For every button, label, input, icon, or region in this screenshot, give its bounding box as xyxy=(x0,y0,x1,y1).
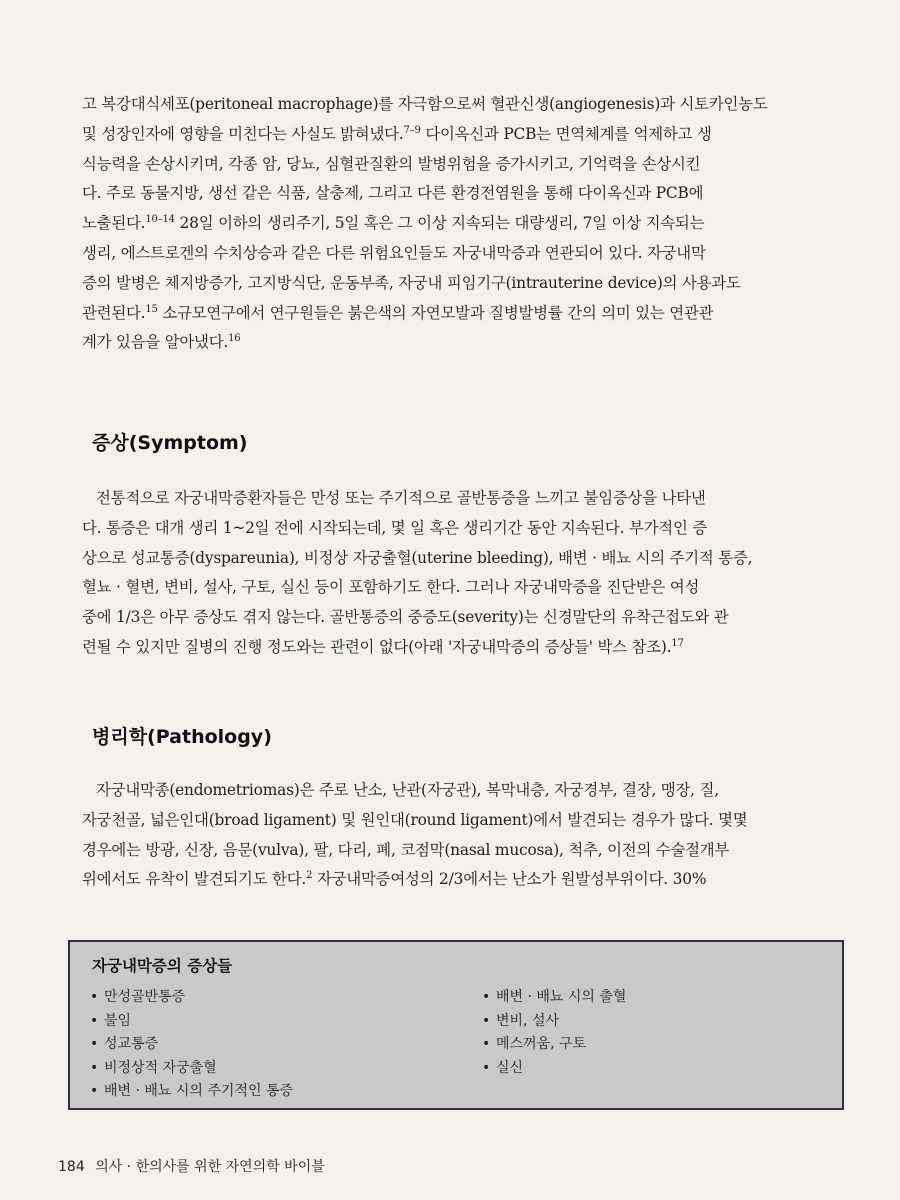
citation-superscript: 17 xyxy=(671,637,684,649)
citation-superscript: 2 xyxy=(306,870,313,882)
text-line: 혈뇨 · 혈변, 변비, 설사, 구토, 실신 등이 포함하기도 한다. 그러나 자궁내막증을 진단받은 여성 xyxy=(82,578,700,597)
list-item: • 비정상적 자궁출혈 xyxy=(90,1057,293,1081)
list-item: • 만성골반통증 xyxy=(90,986,293,1010)
bullet-icon: • xyxy=(482,1012,491,1029)
section-heading-pathology: 병리학(Pathology) xyxy=(92,726,272,748)
paragraph-pathology xyxy=(82,776,860,895)
box-title: 자궁내막증의 증상들 xyxy=(92,957,233,975)
citation-superscript: 7–9 xyxy=(403,124,421,136)
list-item: • 배변 · 배뇨 시의 출혈 xyxy=(482,986,626,1010)
list-item: • 변비, 설사 xyxy=(482,1010,626,1034)
text-line: 식능력을 손상시키며, 각종 암, 당뇨, 심혈관질환의 발병위험을 증가시키고, 기억력을 손상시킨 xyxy=(82,154,701,173)
text-line: 위에서도 유착이 발견되기도 한다.$^2$ 자궁내막증여성의 2/3에서는 난소가 원발성부위이다. 30% xyxy=(82,870,707,889)
citation-superscript: 15 xyxy=(145,303,158,315)
text-line: 증의 발병은 체지방증가, 고지방식단, 운동부족, 자궁내 피임기구(intrauterine device)의 사용과도 xyxy=(82,273,741,292)
page-footer xyxy=(58,1156,325,1176)
bullet-icon: • xyxy=(482,989,491,1005)
paragraph-symptoms xyxy=(82,484,860,663)
text-line: 다. 통증은 대개 생리 1~2일 전에 시작되는데, 몇 일 혹은 생리기간 동안 지속된다. 부가적인 증 xyxy=(82,518,708,537)
bullet-icon: • xyxy=(90,1059,99,1076)
text-line: 련될 수 있지만 질병의 진행 정도와는 관련이 없다(아래 '자궁내막증의 증상들' 박스 참조).$^{17}$ xyxy=(82,637,684,656)
symptoms-list-right xyxy=(482,986,626,1080)
text-line: 관련된다.$^{15}$ 소규모연구에서 연구원들은 붉은색의 자연모발과 질병발병률 간의 의미 있는 연관관 xyxy=(82,303,714,322)
text-line: 다. 주로 동물지방, 생선 같은 식품, 살충제, 그리고 다른 환경전염원을 통해 다이옥신과 PCB에 xyxy=(82,184,704,203)
list-item: • 실신 xyxy=(482,1057,626,1081)
list-item: • 성교통증 xyxy=(90,1033,293,1057)
bullet-icon: • xyxy=(90,1036,99,1052)
text-line: 및 성장인자에 영향을 미친다는 사실도 밝혀냈다.$^{7-9}$ 다이옥신과 PCB는 면역체계를 억제하고 생 xyxy=(82,124,712,143)
text-line: 경우에는 방광, 신장, 음문(vulva), 팔, 다리, 폐, 코점막(nasal mucosa), 척추, 이전의 수술절개부 xyxy=(82,840,730,859)
text-line: 상으로 성교통증(dyspareunia), 비정상 자궁출혈(uterine bleeding), 배변 · 배뇨 시의 주기적 통증, xyxy=(82,548,753,567)
bullet-icon: • xyxy=(90,1083,99,1099)
text-line: 노출된다.$^{10-14}$ 28일 이하의 생리주기, 5일 혹은 그 이상 지속되는 대량생리, 7일 이상 지속되는 xyxy=(82,214,705,233)
section-heading-symptom: 증상(Symptom) xyxy=(92,432,248,454)
text-line: 생리, 에스트로겐의 수치상승과 같은 다른 위험요인들도 자궁내막증과 연관되어 있다. 자궁내막 xyxy=(82,243,706,262)
text-line: 자궁내막종(endometriomas)은 주로 난소, 난관(자궁관), 복막내층, 자궁경부, 결장, 맹장, 질, xyxy=(96,781,719,799)
citation-superscript: 16 xyxy=(228,333,241,345)
symptoms-sidebar-box xyxy=(68,940,844,1110)
text-line: 전통적으로 자궁내막증환자들은 만성 또는 주기적으로 골반통증을 느끼고 불임증상을 나타낸 xyxy=(96,489,706,507)
symptoms-list-left xyxy=(90,986,293,1104)
bullet-icon: • xyxy=(482,1036,491,1052)
bullet-icon: • xyxy=(90,1012,99,1029)
text-line: 고 복강대식세포(peritoneal macrophage)를 자극함으로써 혈관신생(angiogenesis)과 시토카인농도 xyxy=(82,95,768,113)
list-item: • 메스꺼움, 구토 xyxy=(482,1033,626,1057)
book-title: 의사 · 한의사를 위한 자연의학 바이블 xyxy=(95,1159,325,1175)
bullet-icon: • xyxy=(90,989,99,1005)
page-number: 184 xyxy=(58,1159,85,1175)
bullet-icon: • xyxy=(482,1059,491,1076)
text-line: 자궁천골, 넓은인대(broad ligament) 및 원인대(round ligament)에서 발견되는 경우가 많다. 몇몇 xyxy=(82,810,748,829)
paragraph-risk-factors xyxy=(82,90,860,358)
text-line: 중에 1/3은 아무 증상도 겪지 않는다. 골반통증의 중증도(severity)는 신경말단의 유착근접도와 관 xyxy=(82,608,729,627)
text-line: 계가 있음을 알아냈다.$^{16}$ xyxy=(82,333,241,352)
list-item: • 배변 · 배뇨 시의 주기적인 통증 xyxy=(90,1080,293,1104)
list-item: • 불임 xyxy=(90,1010,293,1034)
citation-superscript: 10–14 xyxy=(145,214,175,226)
